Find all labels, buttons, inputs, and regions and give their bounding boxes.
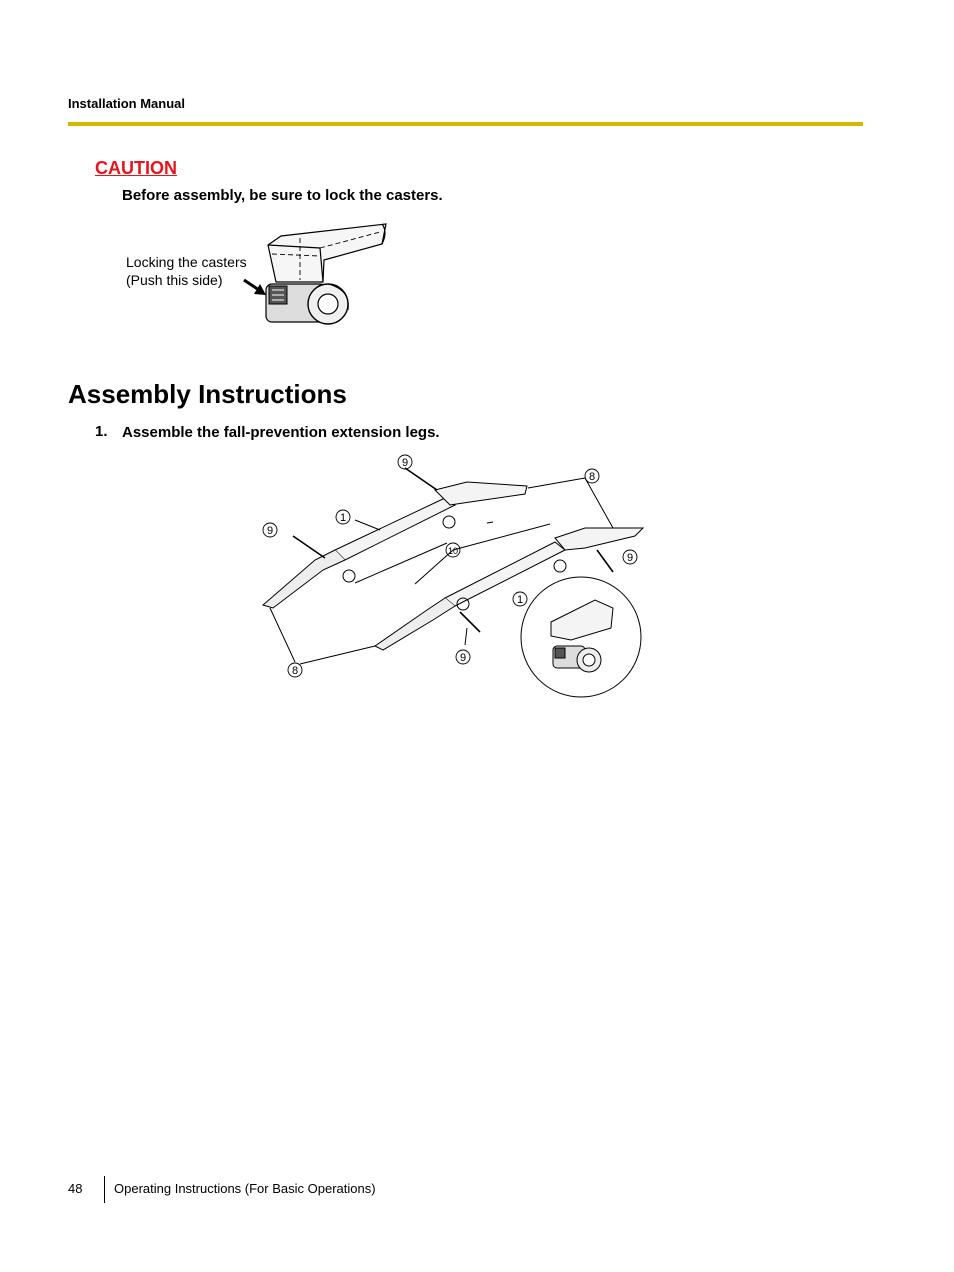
callout-8-right: 8 (588, 471, 596, 483)
caution-text: Before assembly, be sure to lock the casters. (122, 187, 443, 204)
callout-1-lower: 1 (516, 594, 524, 606)
caster-lock-illustration (236, 210, 396, 335)
callout-9-left: 9 (266, 525, 274, 537)
callout-9-top: 9 (401, 457, 409, 469)
caution-heading: CAUTION (95, 158, 177, 178)
header-rule (68, 122, 863, 126)
caster-label-line1: Locking the casters (126, 254, 247, 270)
callout-9-right: 9 (626, 552, 634, 564)
extension-legs-diagram (255, 450, 655, 700)
caster-figure-label (126, 253, 247, 289)
page-number: 48 (68, 1181, 83, 1196)
callout-10: 10 (447, 546, 459, 556)
step-text: Assemble the fall-prevention extension legs. (122, 424, 440, 441)
running-header: Installation Manual (68, 96, 186, 111)
callout-9-bottom: 9 (459, 652, 467, 664)
section-heading: Assembly Instructions (68, 379, 347, 409)
step-number: 1. (95, 423, 108, 440)
footer-divider (104, 1176, 105, 1203)
caster-label-line2: (Push this side) (126, 272, 223, 288)
callout-8-left: 8 (291, 665, 299, 677)
callout-1-upper: 1 (339, 512, 347, 524)
footer-doc-title: Operating Instructions (For Basic Operations) (114, 1181, 376, 1196)
